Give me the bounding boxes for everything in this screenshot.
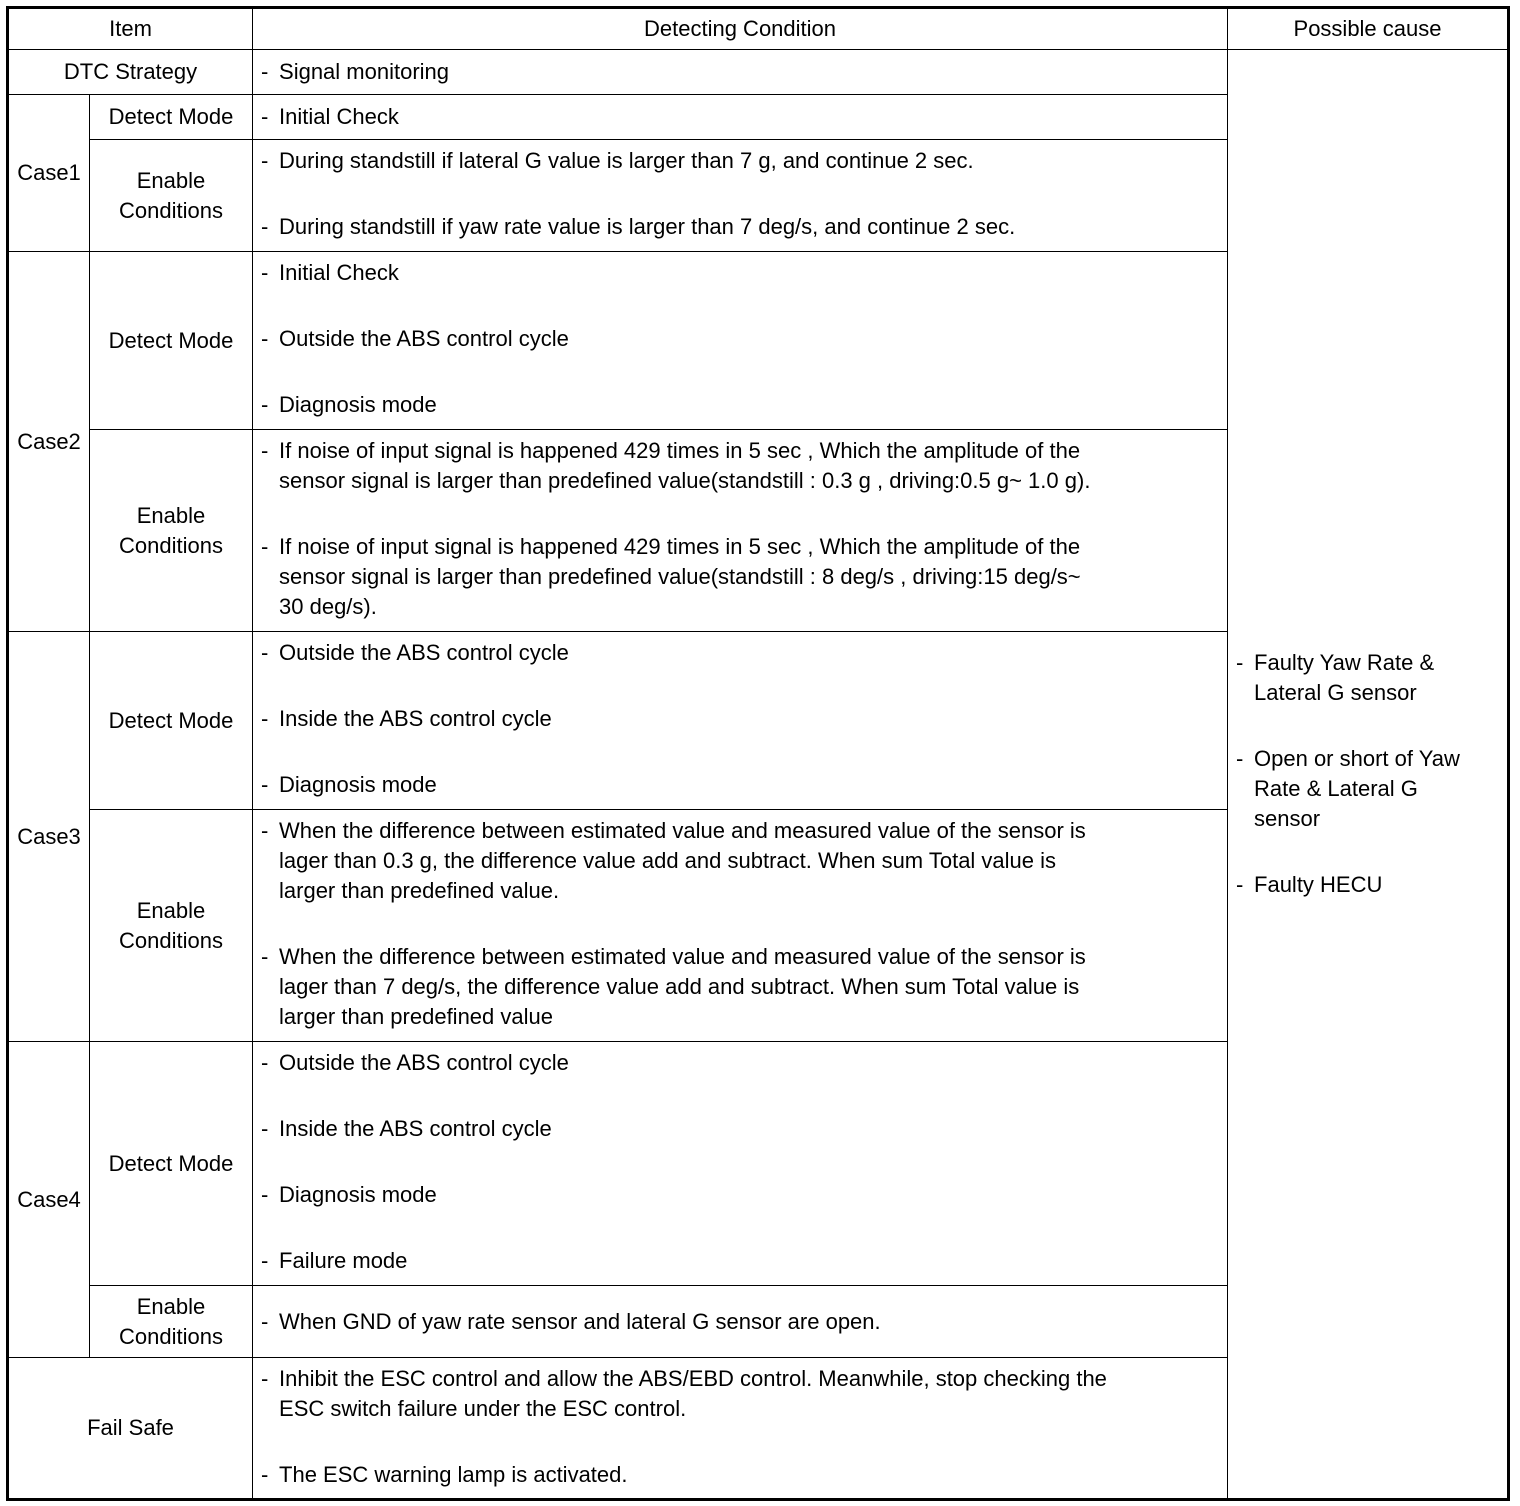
- cause-item: - Open or short of Yaw Rate & Lateral G sensor: [1236, 744, 1499, 834]
- detect-mode-label: Detect Mode: [90, 252, 253, 430]
- condition-item: - When the difference between estimated value and measured value of the sensor is lager than 7 deg/s, the difference value add and subtract. When sum Total value is larger than predefined value: [261, 942, 1219, 1032]
- case2-label: Case2: [8, 252, 90, 632]
- condition-item: - Outside the ABS control cycle: [261, 324, 1219, 354]
- condition-item: - The ESC warning lamp is activated.: [261, 1460, 1219, 1490]
- detect-mode-label: Detect Mode: [90, 632, 253, 810]
- case3-label: Case3: [8, 632, 90, 1042]
- case1-detect-conditions: [253, 95, 1228, 140]
- enable-conditions-label: Enable Conditions: [90, 1286, 253, 1358]
- case2-enable-conditions: [253, 430, 1228, 632]
- case4-detect-conditions: [253, 1042, 1228, 1286]
- condition-item: - During standstill if yaw rate value is larger than 7 deg/s, and continue 2 sec.: [261, 212, 1219, 242]
- case1-enable-conditions: [253, 140, 1228, 252]
- dtc-table: [6, 6, 1510, 1501]
- cause-item: - Faulty HECU: [1236, 870, 1499, 900]
- dtc-strategy-conditions: [253, 50, 1228, 95]
- condition-item: - Failure mode: [261, 1246, 1219, 1276]
- detect-mode-label: Detect Mode: [90, 95, 253, 140]
- cause-item: - Faulty Yaw Rate & Lateral G sensor: [1236, 648, 1499, 708]
- case3-detect-conditions: [253, 632, 1228, 810]
- case3-enable-conditions: [253, 810, 1228, 1042]
- case1-label: Case1: [8, 95, 90, 252]
- header-possible-cause: Possible cause: [1228, 8, 1509, 50]
- condition-item: - If noise of input signal is happened 429 times in 5 sec , Which the amplitude of the sensor signal is larger than predefined value(standstill : 0.3 g , driving:0.5 g~ 1.0 g).: [261, 436, 1219, 496]
- condition-item: - Diagnosis mode: [261, 770, 1219, 800]
- condition-item: - Initial Check: [261, 102, 1219, 132]
- detect-mode-label: Detect Mode: [90, 1042, 253, 1286]
- condition-item: - During standstill if lateral G value is larger than 7 g, and continue 2 sec.: [261, 146, 1219, 176]
- header-row: [8, 8, 1509, 50]
- case4-label: Case4: [8, 1042, 90, 1358]
- condition-item: - Outside the ABS control cycle: [261, 638, 1219, 668]
- condition-item: - Inside the ABS control cycle: [261, 704, 1219, 734]
- condition-item: - When GND of yaw rate sensor and lateral G sensor are open.: [261, 1307, 1219, 1337]
- condition-item: - Diagnosis mode: [261, 1180, 1219, 1210]
- enable-conditions-label: Enable Conditions: [90, 430, 253, 632]
- condition-item: - Diagnosis mode: [261, 390, 1219, 420]
- dtc-strategy-label: DTC Strategy: [8, 50, 253, 95]
- dtc-strategy-row: [8, 50, 1509, 95]
- case2-detect-conditions: [253, 252, 1228, 430]
- enable-conditions-label: Enable Conditions: [90, 140, 253, 252]
- possible-cause-cell: [1228, 50, 1509, 1500]
- condition-item: - Inhibit the ESC control and allow the ABS/EBD control. Meanwhile, stop checking the ESC switch failure under the ESC control.: [261, 1364, 1219, 1424]
- header-item: Item: [8, 8, 253, 50]
- case4-enable-conditions: [253, 1286, 1228, 1358]
- condition-item: - Initial Check: [261, 258, 1219, 288]
- condition-item: - Signal monitoring: [261, 57, 1219, 87]
- condition-item: - When the difference between estimated value and measured value of the sensor is lager than 0.3 g, the difference value add and subtract. When sum Total value is larger than predefined value.: [261, 816, 1219, 906]
- enable-conditions-label: Enable Conditions: [90, 810, 253, 1042]
- condition-item: - If noise of input signal is happened 429 times in 5 sec , Which the amplitude of the sensor signal is larger than predefined value(standstill : 8 deg/s , driving:15 deg/s~ 30 deg/s).: [261, 532, 1219, 622]
- condition-item: - Inside the ABS control cycle: [261, 1114, 1219, 1144]
- condition-item: - Outside the ABS control cycle: [261, 1048, 1219, 1078]
- header-detecting-condition: Detecting Condition: [253, 8, 1228, 50]
- fail-safe-conditions: [253, 1358, 1228, 1500]
- fail-safe-label: Fail Safe: [8, 1358, 253, 1500]
